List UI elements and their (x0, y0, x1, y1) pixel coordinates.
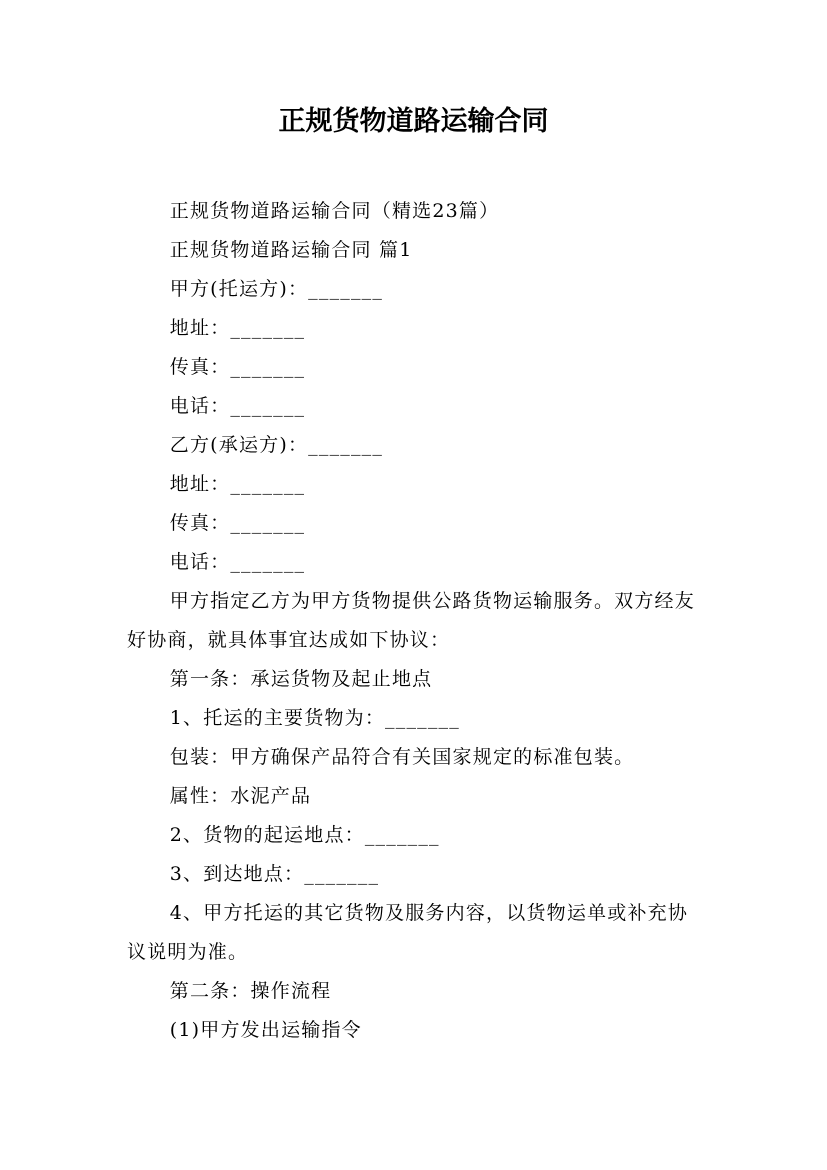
party-a-name: 甲方(托运方)：_______ (169, 278, 384, 300)
clause-1-item-1: 1、托运的主要货物为：_______ (169, 707, 460, 729)
party-b-address: 地址：_______ (169, 473, 306, 495)
clause-1-item-2: 2、货物的起运地点：_______ (169, 824, 440, 846)
clause-1-item-3: 3、到达地点：_______ (169, 863, 380, 885)
clause-1-heading: 第一条：承运货物及起止地点 (169, 668, 433, 690)
clause-1-packaging: 包装：甲方确保产品符合有关国家规定的标准包装。 (169, 746, 635, 768)
party-a-phone: 电话：_______ (169, 395, 306, 417)
agreement-intro: 甲方指定乙方为甲方货物提供公路货物运输服务。双方经友好协商，就具体事宜达成如下协议： (127, 590, 695, 651)
clause-1-item-4: 4、甲方托运的其它货物及服务内容，以货物运单或补充协议说明为准。 (127, 902, 689, 963)
document-title: 正规货物道路运输合同 (278, 106, 549, 137)
party-a-fax: 传真：_______ (169, 356, 306, 378)
clause-1-attribute: 属性：水泥产品 (169, 785, 312, 807)
party-b-phone: 电话：_______ (169, 551, 306, 573)
clause-2-heading: 第二条：操作流程 (169, 980, 332, 1002)
clause-2-item-1: (1)甲方发出运输指令 (169, 1019, 362, 1041)
party-b-name: 乙方(承运方)：_______ (169, 434, 384, 456)
paragraph-article-heading: 正规货物道路运输合同 篇1 (169, 239, 413, 261)
party-a-address: 地址：_______ (169, 317, 306, 339)
document-body (127, 192, 707, 1050)
party-b-fax: 传真：_______ (169, 512, 306, 534)
paragraph-collection-heading: 正规货物道路运输合同（精选23篇） (169, 200, 500, 222)
